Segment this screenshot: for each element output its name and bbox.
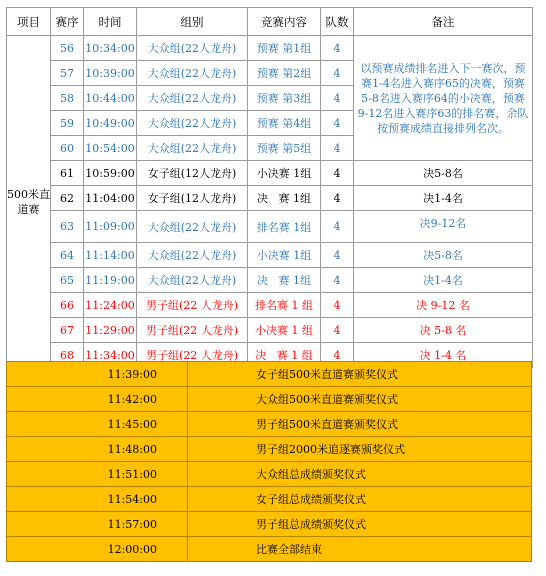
ceremony-time: 11:45:00	[7, 412, 188, 437]
content-cell: 决 赛 1 组	[248, 343, 321, 368]
note-cell: 决5-8名	[354, 161, 533, 186]
teams-cell: 4	[321, 293, 354, 318]
note-cell: 决5-8名	[354, 243, 533, 268]
header-notes: 备注	[354, 8, 533, 36]
note-cell: 决 5-8 名	[354, 318, 533, 343]
time-cell: 10:59:00	[84, 161, 137, 186]
note-cell: 决 9-12 名	[354, 293, 533, 318]
ceremony-row	[7, 387, 532, 412]
seq-cell: 59	[51, 111, 84, 136]
event-name-cell: 500米直道赛	[7, 36, 51, 368]
seq-cell: 65	[51, 268, 84, 293]
ceremony-table	[6, 361, 532, 562]
table-row	[7, 186, 533, 211]
ceremony-name: 大众组总成绩颁奖仪式	[188, 462, 532, 487]
seq-cell: 61	[51, 161, 84, 186]
ceremony-time: 11:42:00	[7, 387, 188, 412]
content-cell: 决 赛 1组	[248, 268, 321, 293]
ceremony-name: 男子组500米直道赛颁奖仪式	[188, 412, 532, 437]
content-cell: 预赛 第4组	[248, 111, 321, 136]
teams-cell: 4	[321, 136, 354, 161]
time-cell: 10:34:00	[84, 36, 137, 61]
time-cell: 10:44:00	[84, 86, 137, 111]
ceremony-name: 男子组2000米追逐赛颁奖仪式	[188, 437, 532, 462]
seq-cell: 57	[51, 61, 84, 86]
schedule-table	[6, 7, 533, 368]
content-cell: 小决赛 1 组	[248, 318, 321, 343]
ceremony-time: 12:00:00	[7, 537, 188, 562]
merged-note-cell: 以预赛成绩排名进入下一赛次，预赛1-4名进入赛序65的决赛，预赛5-8名进入赛序64的小决赛，预赛9-12名进入赛序63的排名赛，余队按预赛成绩直接排列名次。	[354, 36, 533, 161]
header-event: 项目	[7, 8, 51, 36]
header-group: 组别	[137, 8, 248, 36]
seq-cell: 56	[51, 36, 84, 61]
content-cell: 小决赛 1组	[248, 161, 321, 186]
group-cell: 男子组(22 人龙舟)	[137, 293, 248, 318]
ceremony-row	[7, 437, 532, 462]
teams-cell: 4	[321, 61, 354, 86]
teams-cell: 4	[321, 86, 354, 111]
time-cell: 11:24:00	[84, 293, 137, 318]
teams-cell: 4	[321, 186, 354, 211]
group-cell: 女子组(12人龙舟)	[137, 186, 248, 211]
group-cell: 大众组(22人龙舟)	[137, 111, 248, 136]
teams-cell: 4	[321, 36, 354, 61]
header-seq: 赛序	[51, 8, 84, 36]
table-row	[7, 36, 533, 61]
ceremony-time: 11:54:00	[7, 487, 188, 512]
table-row	[7, 293, 533, 318]
note-cell: 决 1-4 名	[354, 343, 533, 368]
content-cell: 小决赛 1组	[248, 243, 321, 268]
group-cell: 大众组(22人龙舟)	[137, 268, 248, 293]
teams-cell: 4	[321, 161, 354, 186]
seq-cell: 66	[51, 293, 84, 318]
ceremony-time: 11:48:00	[7, 437, 188, 462]
group-cell: 大众组(22人龙舟)	[137, 243, 248, 268]
ceremony-row	[7, 537, 532, 562]
content-cell: 预赛 第1组	[248, 36, 321, 61]
table-row	[7, 318, 533, 343]
group-cell: 男子组(22 人龙舟)	[137, 343, 248, 368]
ceremony-name: 比赛全部结束	[188, 537, 532, 562]
note-cell: 决1-4名	[354, 186, 533, 211]
content-cell: 排名赛 1 组	[248, 293, 321, 318]
group-cell: 大众组(22人龙舟)	[137, 136, 248, 161]
time-cell: 10:39:00	[84, 61, 137, 86]
content-cell: 预赛 第5组	[248, 136, 321, 161]
seq-cell: 58	[51, 86, 84, 111]
teams-cell: 4	[321, 318, 354, 343]
seq-cell: 62	[51, 186, 84, 211]
time-cell: 11:34:00	[84, 343, 137, 368]
time-cell: 10:54:00	[84, 136, 137, 161]
seq-cell: 60	[51, 136, 84, 161]
header-row	[7, 8, 533, 36]
ceremony-row	[7, 412, 532, 437]
group-cell: 女子组(12人龙舟)	[137, 161, 248, 186]
header-time: 时间	[84, 8, 137, 36]
ceremony-time: 11:39:00	[7, 362, 188, 387]
group-cell: 大众组(22人龙舟)	[137, 86, 248, 111]
note-cell: 决1-4名	[354, 268, 533, 293]
time-cell: 11:14:00	[84, 243, 137, 268]
table-row	[7, 211, 533, 243]
group-cell: 大众组(22人龙舟)	[137, 211, 248, 243]
teams-cell: 4	[321, 243, 354, 268]
ceremony-time: 11:51:00	[7, 462, 188, 487]
content-cell: 决 赛 1组	[248, 186, 321, 211]
teams-cell: 4	[321, 111, 354, 136]
content-cell: 预赛 第2组	[248, 61, 321, 86]
ceremony-row	[7, 462, 532, 487]
ceremony-row	[7, 487, 532, 512]
ceremony-row	[7, 362, 532, 387]
ceremony-row	[7, 512, 532, 537]
group-cell: 大众组(22人龙舟)	[137, 61, 248, 86]
content-cell: 预赛 第3组	[248, 86, 321, 111]
time-cell: 11:19:00	[84, 268, 137, 293]
header-teams: 队数	[321, 8, 354, 36]
seq-cell: 64	[51, 243, 84, 268]
ceremony-name: 女子组总成绩颁奖仪式	[188, 487, 532, 512]
group-cell: 大众组(22人龙舟)	[137, 36, 248, 61]
content-cell: 排名赛 1组	[248, 211, 321, 243]
teams-cell: 4	[321, 211, 354, 243]
header-content: 竞赛内容	[248, 8, 321, 36]
time-cell: 11:29:00	[84, 318, 137, 343]
seq-cell: 67	[51, 318, 84, 343]
table-row	[7, 243, 533, 268]
table-row	[7, 161, 533, 186]
time-cell: 11:04:00	[84, 186, 137, 211]
ceremony-time: 11:57:00	[7, 512, 188, 537]
table-row	[7, 268, 533, 293]
ceremony-name: 大众组500米直道赛颁奖仪式	[188, 387, 532, 412]
time-cell: 11:09:00	[84, 211, 137, 243]
ceremony-name: 女子组500米直道赛颁奖仪式	[188, 362, 532, 387]
group-cell: 男子组(22 人龙舟)	[137, 318, 248, 343]
seq-cell: 68	[51, 343, 84, 368]
teams-cell: 4	[321, 343, 354, 368]
teams-cell: 4	[321, 268, 354, 293]
note-cell: 决9-12名	[354, 211, 533, 243]
ceremony-name: 男子组总成绩颁奖仪式	[188, 512, 532, 537]
seq-cell: 63	[51, 211, 84, 243]
time-cell: 10:49:00	[84, 111, 137, 136]
